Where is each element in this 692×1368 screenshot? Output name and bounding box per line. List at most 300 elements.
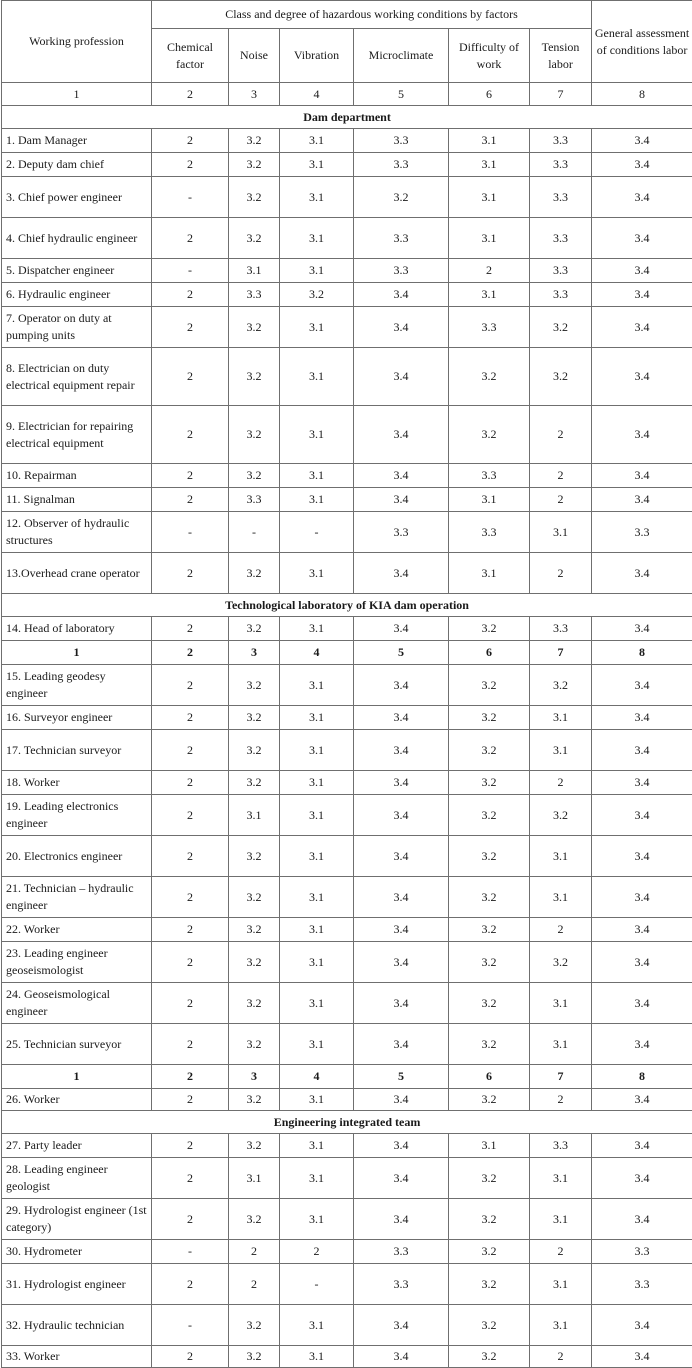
general-assessment-cell: 3.4: [592, 553, 692, 594]
factor-value-cell: 3.2: [229, 730, 280, 771]
factor-value-cell: 3.2: [449, 348, 530, 406]
factor-value-cell: 3.4: [354, 406, 449, 464]
factor-value-cell: 3.4: [354, 1024, 449, 1065]
table-row: [2, 464, 692, 488]
general-assessment-cell: 3.4: [592, 153, 692, 177]
factor-value-cell: 3.2: [449, 1024, 530, 1065]
factor-value-cell: 3.2: [229, 218, 280, 259]
factor-value-cell: 3.2: [229, 553, 280, 594]
profession-cell: 14. Head of laboratory: [2, 617, 152, 641]
table-row: [2, 406, 692, 464]
factor-value-cell: 3.3: [530, 129, 592, 153]
factor-value-cell: 2: [152, 1024, 229, 1065]
factor-value-cell: 2: [152, 836, 229, 877]
factor-value-cell: 3.2: [354, 177, 449, 218]
factor-value-cell: 2: [530, 1240, 592, 1264]
factor-value-cell: 2: [152, 1134, 229, 1158]
factor-value-cell: 3.4: [354, 795, 449, 836]
factor-value-cell: 2: [152, 553, 229, 594]
factor-value-cell: 3.3: [354, 1264, 449, 1305]
factor-value-cell: 3.2: [229, 706, 280, 730]
column-number: 2: [152, 83, 229, 106]
table-row: [2, 795, 692, 836]
factor-value-cell: 3.1: [280, 218, 354, 259]
factor-value-cell: 2: [530, 553, 592, 594]
factor-value-cell: 2: [152, 665, 229, 706]
column-number: 4: [280, 83, 354, 106]
column-number: 5: [354, 1065, 449, 1089]
profession-cell: 21. Technician – hydraulic engineer: [2, 877, 152, 918]
table-row: [2, 512, 692, 553]
factor-value-cell: 3.2: [229, 464, 280, 488]
factor-value-cell: 3.1: [280, 177, 354, 218]
general-assessment-cell: 3.4: [592, 348, 692, 406]
table-row: [2, 730, 692, 771]
profession-cell: 33. Worker: [2, 1346, 152, 1368]
factor-value-cell: 3.1: [280, 836, 354, 877]
factor-value-cell: 3.2: [449, 730, 530, 771]
factor-value-cell: 3.2: [449, 795, 530, 836]
profession-cell: 6. Hydraulic engineer: [2, 283, 152, 307]
factor-value-cell: 3.1: [530, 1158, 592, 1199]
factor-value-cell: 3.1: [530, 512, 592, 553]
general-assessment-cell: 3.4: [592, 918, 692, 942]
factor-value-cell: 3.1: [280, 918, 354, 942]
table-row: [2, 1264, 692, 1305]
factor-value-cell: -: [229, 512, 280, 553]
factor-value-cell: 3.2: [530, 795, 592, 836]
table-row: [2, 553, 692, 594]
profession-cell: 20. Electronics engineer: [2, 836, 152, 877]
column-number: 6: [449, 83, 530, 106]
general-assessment-cell: 3.4: [592, 1346, 692, 1368]
profession-cell: 1. Dam Manager: [2, 129, 152, 153]
factor-value-cell: 3.4: [354, 1158, 449, 1199]
general-assessment-cell: 3.4: [592, 983, 692, 1024]
factor-value-cell: 3.3: [530, 177, 592, 218]
factor-value-cell: 3.4: [354, 488, 449, 512]
factor-value-cell: 2: [530, 488, 592, 512]
factor-value-cell: 3.1: [280, 1089, 354, 1111]
factor-value-cell: 3.1: [280, 1134, 354, 1158]
factor-value-cell: 3.4: [354, 617, 449, 641]
table-row: [2, 942, 692, 983]
factor-value-cell: 3.2: [229, 177, 280, 218]
column-number-row: [2, 1065, 692, 1089]
general-assessment-cell: 3.4: [592, 730, 692, 771]
table-row: [2, 1305, 692, 1346]
profession-cell: 9. Electrician for repairing electrical equipment: [2, 406, 152, 464]
section-title: Engineering integrated team: [2, 1111, 692, 1134]
factor-value-cell: 3.2: [449, 836, 530, 877]
header-difficulty-of-work: Difficulty of work: [449, 29, 530, 83]
factor-value-cell: -: [280, 1264, 354, 1305]
factor-value-cell: 3.3: [354, 218, 449, 259]
table-row: [2, 259, 692, 283]
table-row: [2, 1199, 692, 1240]
column-number: 6: [449, 641, 530, 665]
general-assessment-cell: 3.4: [592, 259, 692, 283]
profession-cell: 13.Overhead crane operator: [2, 553, 152, 594]
factor-value-cell: 3.1: [449, 218, 530, 259]
table-row: [2, 129, 692, 153]
profession-cell: 29. Hydrologist engineer (1st category): [2, 1199, 152, 1240]
factor-value-cell: 2: [530, 1089, 592, 1111]
factor-value-cell: 3.4: [354, 877, 449, 918]
column-number: 4: [280, 641, 354, 665]
general-assessment-cell: 3.4: [592, 406, 692, 464]
factor-value-cell: 3.3: [530, 259, 592, 283]
factor-value-cell: -: [152, 1240, 229, 1264]
factor-value-cell: 2: [152, 730, 229, 771]
header-microclimate: Microclimate: [354, 29, 449, 83]
section-title: Technological laboratory of KIA dam operation: [2, 594, 692, 617]
factor-value-cell: 3.1: [530, 706, 592, 730]
section-row: [2, 1111, 692, 1134]
table-row: [2, 1346, 692, 1368]
factor-value-cell: 3.1: [280, 1024, 354, 1065]
factor-value-cell: 3.3: [354, 1240, 449, 1264]
factor-value-cell: 2: [152, 795, 229, 836]
profession-cell: 19. Leading electronics engineer: [2, 795, 152, 836]
factor-value-cell: 3.3: [449, 307, 530, 348]
factor-value-cell: 3.2: [449, 1346, 530, 1368]
general-assessment-cell: 3.4: [592, 1024, 692, 1065]
factor-value-cell: 3.1: [280, 730, 354, 771]
column-number: 8: [592, 1065, 692, 1089]
factor-value-cell: 3.2: [449, 1240, 530, 1264]
factor-value-cell: 3.1: [530, 1199, 592, 1240]
factor-value-cell: 3.2: [449, 942, 530, 983]
column-number: 3: [229, 641, 280, 665]
profession-cell: 28. Leading engineer geologist: [2, 1158, 152, 1199]
factor-value-cell: 3.1: [280, 617, 354, 641]
table-row: [2, 488, 692, 512]
header-tension-labor: Tension labor: [530, 29, 592, 83]
table-row: [2, 706, 692, 730]
profession-cell: 11. Signalman: [2, 488, 152, 512]
column-number: 5: [354, 83, 449, 106]
factor-value-cell: 3.4: [354, 836, 449, 877]
factor-value-cell: 3.2: [229, 406, 280, 464]
factor-value-cell: 2: [152, 153, 229, 177]
column-number: 5: [354, 641, 449, 665]
factor-value-cell: 3.2: [229, 617, 280, 641]
general-assessment-cell: 3.4: [592, 877, 692, 918]
factor-value-cell: 2: [152, 942, 229, 983]
factor-value-cell: -: [152, 177, 229, 218]
factor-value-cell: 3.4: [354, 1134, 449, 1158]
factor-value-cell: 3.2: [229, 1134, 280, 1158]
factor-value-cell: 2: [530, 464, 592, 488]
factor-value-cell: 3.2: [449, 918, 530, 942]
profession-cell: 12. Observer of hydraulic structures: [2, 512, 152, 553]
factor-value-cell: 3.1: [280, 488, 354, 512]
factor-value-cell: 2: [152, 877, 229, 918]
factor-value-cell: 2: [152, 918, 229, 942]
profession-cell: 5. Dispatcher engineer: [2, 259, 152, 283]
column-number: 2: [152, 1065, 229, 1089]
factor-value-cell: 3.1: [449, 153, 530, 177]
general-assessment-cell: 3.4: [592, 942, 692, 983]
factor-value-cell: 3.1: [280, 1158, 354, 1199]
profession-cell: 22. Worker: [2, 918, 152, 942]
table-row: [2, 1134, 692, 1158]
factor-value-cell: 3.2: [229, 983, 280, 1024]
factor-value-cell: 3.2: [449, 1089, 530, 1111]
factor-value-cell: 3.3: [229, 488, 280, 512]
factor-value-cell: 3.1: [280, 795, 354, 836]
table-row: [2, 1024, 692, 1065]
factor-value-cell: 3.1: [530, 877, 592, 918]
profession-cell: 15. Leading geodesy engineer: [2, 665, 152, 706]
factor-value-cell: 2: [152, 348, 229, 406]
general-assessment-cell: 3.4: [592, 836, 692, 877]
table-row: [2, 218, 692, 259]
column-number: 8: [592, 641, 692, 665]
factor-value-cell: 2: [530, 771, 592, 795]
column-number: 1: [2, 641, 152, 665]
profession-cell: 30. Hydrometer: [2, 1240, 152, 1264]
factor-value-cell: 3.2: [229, 836, 280, 877]
factor-value-cell: 3.3: [354, 153, 449, 177]
factor-value-cell: 3.4: [354, 283, 449, 307]
factor-value-cell: 3.3: [530, 283, 592, 307]
factor-value-cell: 2: [152, 218, 229, 259]
factor-value-cell: 3.2: [449, 983, 530, 1024]
factor-value-cell: 3.1: [280, 983, 354, 1024]
factor-value-cell: 3.2: [229, 153, 280, 177]
factor-value-cell: 3.1: [280, 129, 354, 153]
factor-value-cell: 3.1: [229, 259, 280, 283]
general-assessment-cell: 3.4: [592, 177, 692, 218]
header-chemical-factor: Chemical factor: [152, 29, 229, 83]
factor-value-cell: 3.2: [449, 1199, 530, 1240]
table-row: [2, 153, 692, 177]
general-assessment-cell: 3.4: [592, 1158, 692, 1199]
column-number: 3: [229, 1065, 280, 1089]
profession-cell: 26. Worker: [2, 1089, 152, 1111]
table-row: [2, 1089, 692, 1111]
factor-value-cell: 3.2: [280, 283, 354, 307]
header-factor-group: Class and degree of hazardous working conditions by factors: [152, 1, 592, 29]
factor-value-cell: 2: [152, 464, 229, 488]
factor-value-cell: 3.1: [280, 259, 354, 283]
factor-value-cell: -: [152, 512, 229, 553]
factor-value-cell: 3.1: [280, 553, 354, 594]
factor-value-cell: 3.2: [530, 307, 592, 348]
factor-value-cell: 3.4: [354, 730, 449, 771]
table-row: [2, 771, 692, 795]
factor-value-cell: 3.2: [530, 942, 592, 983]
table-row: [2, 983, 692, 1024]
section-title: Dam department: [2, 106, 692, 129]
factor-value-cell: 3.1: [449, 488, 530, 512]
factor-value-cell: 3.4: [354, 942, 449, 983]
factor-value-cell: 3.2: [449, 617, 530, 641]
column-number: 8: [592, 83, 692, 106]
profession-cell: 25. Technician surveyor: [2, 1024, 152, 1065]
factor-value-cell: 3.4: [354, 771, 449, 795]
column-number-row: [2, 641, 692, 665]
factor-value-cell: 3.2: [229, 129, 280, 153]
factor-value-cell: 3.2: [530, 348, 592, 406]
factor-value-cell: 3.3: [449, 464, 530, 488]
table-body: [2, 106, 692, 1368]
factor-value-cell: 3.1: [530, 1305, 592, 1346]
factor-value-cell: 3.2: [229, 877, 280, 918]
column-number: 1: [2, 1065, 152, 1089]
factor-value-cell: 3.4: [354, 1305, 449, 1346]
factor-value-cell: 3.1: [280, 406, 354, 464]
factor-value-cell: 3.3: [530, 153, 592, 177]
factor-value-cell: 3.4: [354, 307, 449, 348]
column-number: 6: [449, 1065, 530, 1089]
column-number: 7: [530, 83, 592, 106]
general-assessment-cell: 3.4: [592, 488, 692, 512]
profession-cell: 2. Deputy dam chief: [2, 153, 152, 177]
factor-value-cell: 3.1: [530, 1024, 592, 1065]
general-assessment-cell: 3.4: [592, 617, 692, 641]
factor-value-cell: 3.2: [229, 1346, 280, 1368]
factor-value-cell: 3.1: [530, 1264, 592, 1305]
factor-value-cell: 3.1: [280, 942, 354, 983]
header-profession: Working profession: [2, 1, 152, 83]
factor-value-cell: 3.1: [229, 1158, 280, 1199]
factor-value-cell: 3.4: [354, 706, 449, 730]
factor-value-cell: 3.4: [354, 1089, 449, 1111]
factor-value-cell: 2: [152, 983, 229, 1024]
factor-value-cell: 2: [152, 1346, 229, 1368]
factor-value-cell: 3.3: [354, 512, 449, 553]
factor-value-cell: 3.2: [449, 1264, 530, 1305]
factor-value-cell: 3.3: [449, 512, 530, 553]
factor-value-cell: 2: [229, 1264, 280, 1305]
factor-value-cell: 3.2: [449, 877, 530, 918]
factor-value-cell: 3.1: [449, 553, 530, 594]
general-assessment-cell: 3.3: [592, 1264, 692, 1305]
factor-value-cell: 2: [152, 406, 229, 464]
table-row: [2, 918, 692, 942]
factor-value-cell: 3.1: [449, 283, 530, 307]
table-row: [2, 665, 692, 706]
column-number: 7: [530, 1065, 592, 1089]
general-assessment-cell: 3.4: [592, 1199, 692, 1240]
table-row: [2, 307, 692, 348]
factor-value-cell: 3.3: [354, 129, 449, 153]
factor-value-cell: 2: [530, 1346, 592, 1368]
factor-value-cell: 2: [229, 1240, 280, 1264]
header-column-numbers: [2, 83, 692, 106]
factor-value-cell: 3.1: [280, 706, 354, 730]
general-assessment-cell: 3.4: [592, 1134, 692, 1158]
factor-value-cell: 3.1: [530, 730, 592, 771]
factor-value-cell: 3.2: [449, 1305, 530, 1346]
factor-value-cell: 3.2: [229, 942, 280, 983]
factor-value-cell: 3.3: [229, 283, 280, 307]
general-assessment-cell: 3.3: [592, 1240, 692, 1264]
profession-cell: 18. Worker: [2, 771, 152, 795]
factor-value-cell: -: [280, 512, 354, 553]
factor-value-cell: 3.1: [280, 307, 354, 348]
profession-cell: 16. Surveyor engineer: [2, 706, 152, 730]
factor-value-cell: 3.4: [354, 1199, 449, 1240]
factor-value-cell: 3.1: [280, 1199, 354, 1240]
general-assessment-cell: 3.4: [592, 464, 692, 488]
profession-cell: 8. Electrician on duty electrical equipment repair: [2, 348, 152, 406]
factor-value-cell: 3.4: [354, 918, 449, 942]
factor-value-cell: 3.1: [530, 836, 592, 877]
factor-value-cell: 2: [152, 706, 229, 730]
column-number: 3: [229, 83, 280, 106]
factor-value-cell: 3.1: [449, 177, 530, 218]
header-vibration: Vibration: [280, 29, 354, 83]
profession-cell: 10. Repairman: [2, 464, 152, 488]
hazard-table: [1, 0, 692, 1368]
factor-value-cell: 3.4: [354, 348, 449, 406]
factor-value-cell: 3.2: [229, 1199, 280, 1240]
factor-value-cell: 3.2: [449, 706, 530, 730]
factor-value-cell: 3.3: [530, 617, 592, 641]
table-row: [2, 177, 692, 218]
general-assessment-cell: 3.4: [592, 1305, 692, 1346]
factor-value-cell: 3.4: [354, 464, 449, 488]
section-row: [2, 594, 692, 617]
factor-value-cell: 2: [530, 918, 592, 942]
column-number: 4: [280, 1065, 354, 1089]
factor-value-cell: 3.1: [280, 1305, 354, 1346]
general-assessment-cell: 3.4: [592, 706, 692, 730]
factor-value-cell: 3.2: [449, 771, 530, 795]
factor-value-cell: 2: [152, 307, 229, 348]
general-assessment-cell: 3.4: [592, 665, 692, 706]
column-number: 1: [2, 83, 152, 106]
column-number: 2: [152, 641, 229, 665]
table-row: [2, 348, 692, 406]
profession-cell: 27. Party leader: [2, 1134, 152, 1158]
general-assessment-cell: 3.4: [592, 218, 692, 259]
factor-value-cell: 3.1: [280, 1346, 354, 1368]
factor-value-cell: 3.2: [449, 1158, 530, 1199]
factor-value-cell: 3.4: [354, 983, 449, 1024]
factor-value-cell: 3.1: [280, 464, 354, 488]
header-noise: Noise: [229, 29, 280, 83]
factor-value-cell: 2: [152, 1089, 229, 1111]
factor-value-cell: 3.1: [280, 153, 354, 177]
header-general-assessment: General assessment of conditions labor: [592, 1, 692, 83]
factor-value-cell: 3.1: [280, 665, 354, 706]
profession-cell: 7. Operator on duty at pumping units: [2, 307, 152, 348]
table-row: [2, 283, 692, 307]
general-assessment-cell: 3.4: [592, 129, 692, 153]
table-row: [2, 617, 692, 641]
factor-value-cell: 3.4: [354, 665, 449, 706]
table-row: [2, 877, 692, 918]
factor-value-cell: 3.1: [229, 795, 280, 836]
factor-value-cell: 3.2: [229, 771, 280, 795]
profession-cell: 24. Geoseismological engineer: [2, 983, 152, 1024]
factor-value-cell: 2: [152, 1158, 229, 1199]
profession-cell: 32. Hydraulic technician: [2, 1305, 152, 1346]
factor-value-cell: 3.2: [229, 918, 280, 942]
factor-value-cell: 2: [152, 1264, 229, 1305]
factor-value-cell: 2: [280, 1240, 354, 1264]
factor-value-cell: 2: [152, 488, 229, 512]
section-row: [2, 106, 692, 129]
factor-value-cell: 2: [530, 406, 592, 464]
factor-value-cell: 3.1: [449, 129, 530, 153]
factor-value-cell: 2: [152, 283, 229, 307]
